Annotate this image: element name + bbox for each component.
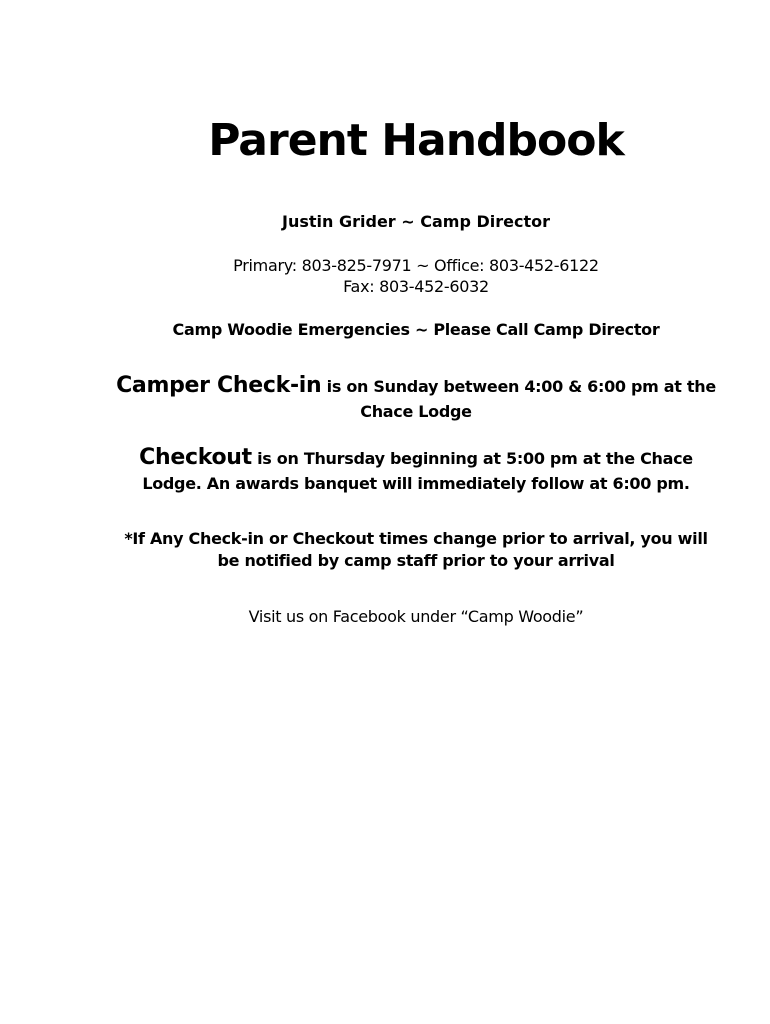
checkin-text: is on Sunday between 4:00 & 6:00 pm at the	[321, 377, 716, 396]
emergency-notice: Camp Woodie Emergencies ~ Please Call Camp Director	[172, 320, 660, 339]
checkin-location: Chace Lodge	[360, 402, 472, 421]
contact-phones: Primary: 803-825-7971 ~ Office: 803-452-6122	[233, 256, 599, 275]
checkout-heading: Checkout	[139, 445, 252, 470]
checkin-heading: Camper Check-in	[116, 373, 322, 398]
page-title: Parent Handbook	[208, 115, 624, 166]
camp-director: Justin Grider ~ Camp Director	[282, 212, 550, 231]
facebook-notice: Visit us on Facebook under “Camp Woodie”	[248, 607, 584, 626]
checkout-line	[110, 446, 722, 471]
checkout-banquet: Lodge. An awards banquet will immediately follow at 6:00 pm.	[142, 474, 690, 493]
schedule-change-note: *If Any Check-in or Checkout times change prior to arrival, you will	[124, 529, 708, 548]
checkout-text: is on Thursday beginning at 5:00 pm at the Chace	[251, 449, 693, 468]
checkin-line	[110, 374, 722, 399]
schedule-change-note-cont: be notified by camp staff prior to your arrival	[217, 551, 615, 570]
contact-fax: Fax: 803-452-6032	[343, 277, 489, 296]
